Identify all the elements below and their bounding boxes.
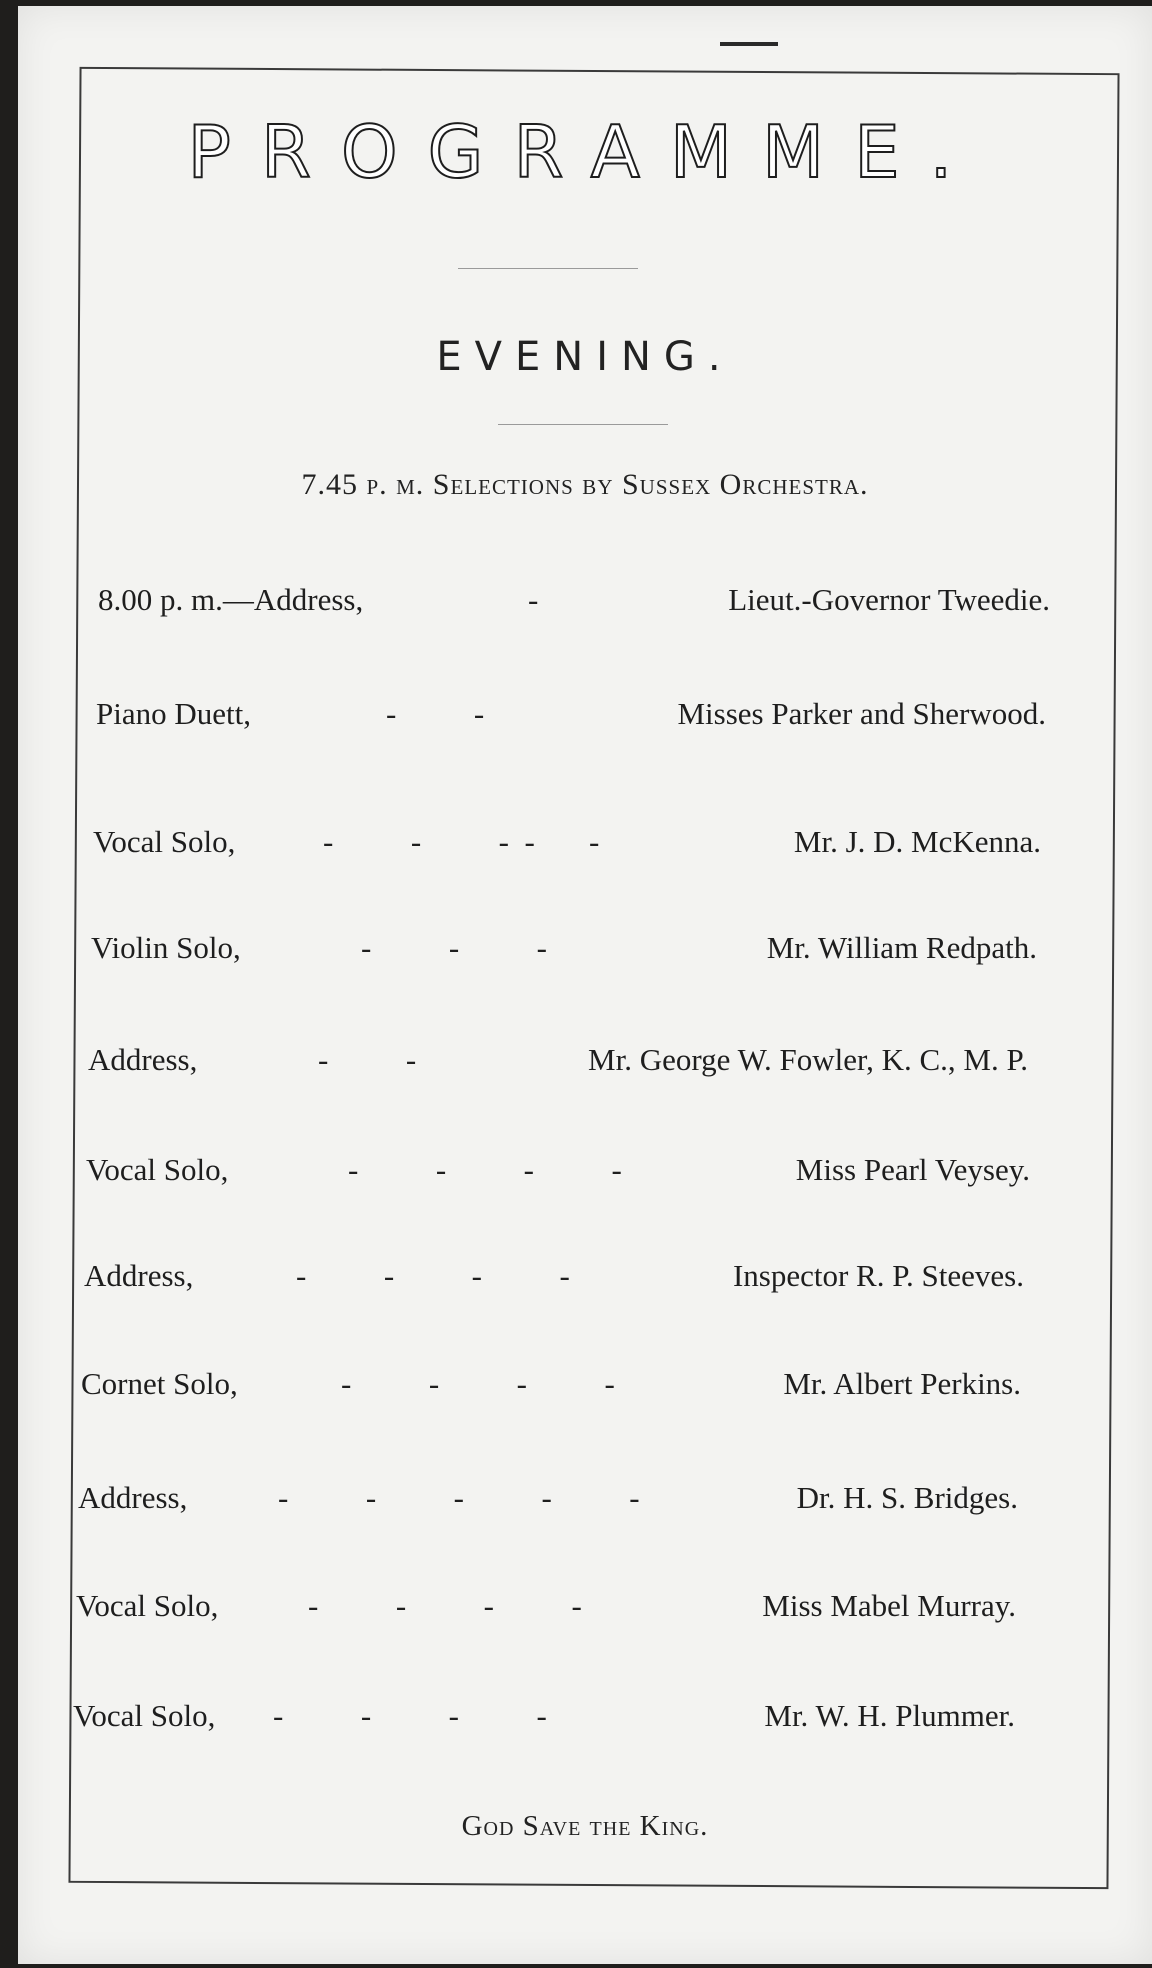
item-dashes: - - - - (296, 1258, 570, 1293)
item-performer: Mr. William Redpath. (766, 930, 1037, 965)
item-dashes: - - - - (273, 1698, 547, 1733)
programme-item (93, 824, 1041, 868)
programme-sheet (18, 6, 1152, 1964)
item-act: Vocal Solo, (76, 1588, 219, 1623)
item-dashes: - - (318, 1042, 417, 1077)
item-performer: Mr. George W. Fowler, K. C., M. P. (588, 1042, 1028, 1077)
evening-heading: EVENING. (436, 334, 734, 380)
programme-item (81, 1366, 1021, 1410)
item-performer: Lieut.-Governor Tweedie. (728, 582, 1050, 617)
programme-item (73, 1698, 1015, 1742)
item-performer: Dr. H. S. Bridges. (796, 1480, 1018, 1515)
item-dashes: - - - - (348, 1152, 622, 1187)
programme-item (78, 1480, 1018, 1524)
item-act: Vocal Solo, (73, 1698, 216, 1733)
item-act: Piano Duett, (96, 696, 251, 731)
item-dashes: - - - - (341, 1366, 615, 1401)
item-dashes: - - - - (308, 1588, 582, 1623)
programme-item (76, 1588, 1016, 1632)
programme-item (84, 1258, 1024, 1302)
item-dashes: - (528, 582, 539, 617)
programme-item (98, 582, 1050, 626)
item-act: 8.00 p. m.—Address, (98, 582, 364, 617)
item-performer: Mr. J. D. McKenna. (793, 824, 1041, 859)
programme-item (91, 930, 1037, 974)
item-act: Vocal Solo, (86, 1152, 229, 1187)
item-performer: Mr. W. H. Plummer. (764, 1698, 1015, 1733)
closing-anthem: God Save the King. (461, 1810, 709, 1842)
orchestra-selection-line: 7.45 p. m. Selections by Sussex Orchestra. (301, 468, 869, 501)
top-mark (720, 42, 778, 46)
item-act: Address, (84, 1258, 194, 1293)
item-act: Address, (78, 1480, 188, 1515)
title-divider (458, 268, 638, 269)
item-act: Cornet Solo, (81, 1366, 238, 1401)
item-act: Violin Solo, (91, 930, 241, 965)
item-performer: Mr. Albert Perkins. (783, 1366, 1021, 1401)
programme-title: PROGRAMME. (187, 110, 983, 194)
item-dashes: - - (386, 696, 485, 731)
programme-item (96, 696, 1046, 740)
item-performer: Miss Mabel Murray. (762, 1588, 1016, 1623)
item-act: Vocal Solo, (93, 824, 236, 859)
heading-divider (498, 424, 668, 425)
item-dashes: - - - - - (323, 824, 600, 859)
item-performer: Miss Pearl Veysey. (795, 1152, 1030, 1187)
item-performer: Misses Parker and Sherwood. (677, 696, 1046, 731)
programme-item (88, 1042, 1028, 1086)
item-dashes: - - - (361, 930, 547, 965)
programme-item (86, 1152, 1030, 1196)
item-dashes: - - - - - (278, 1480, 640, 1515)
item-act: Address, (88, 1042, 198, 1077)
item-performer: Inspector R. P. Steeves. (732, 1258, 1024, 1293)
